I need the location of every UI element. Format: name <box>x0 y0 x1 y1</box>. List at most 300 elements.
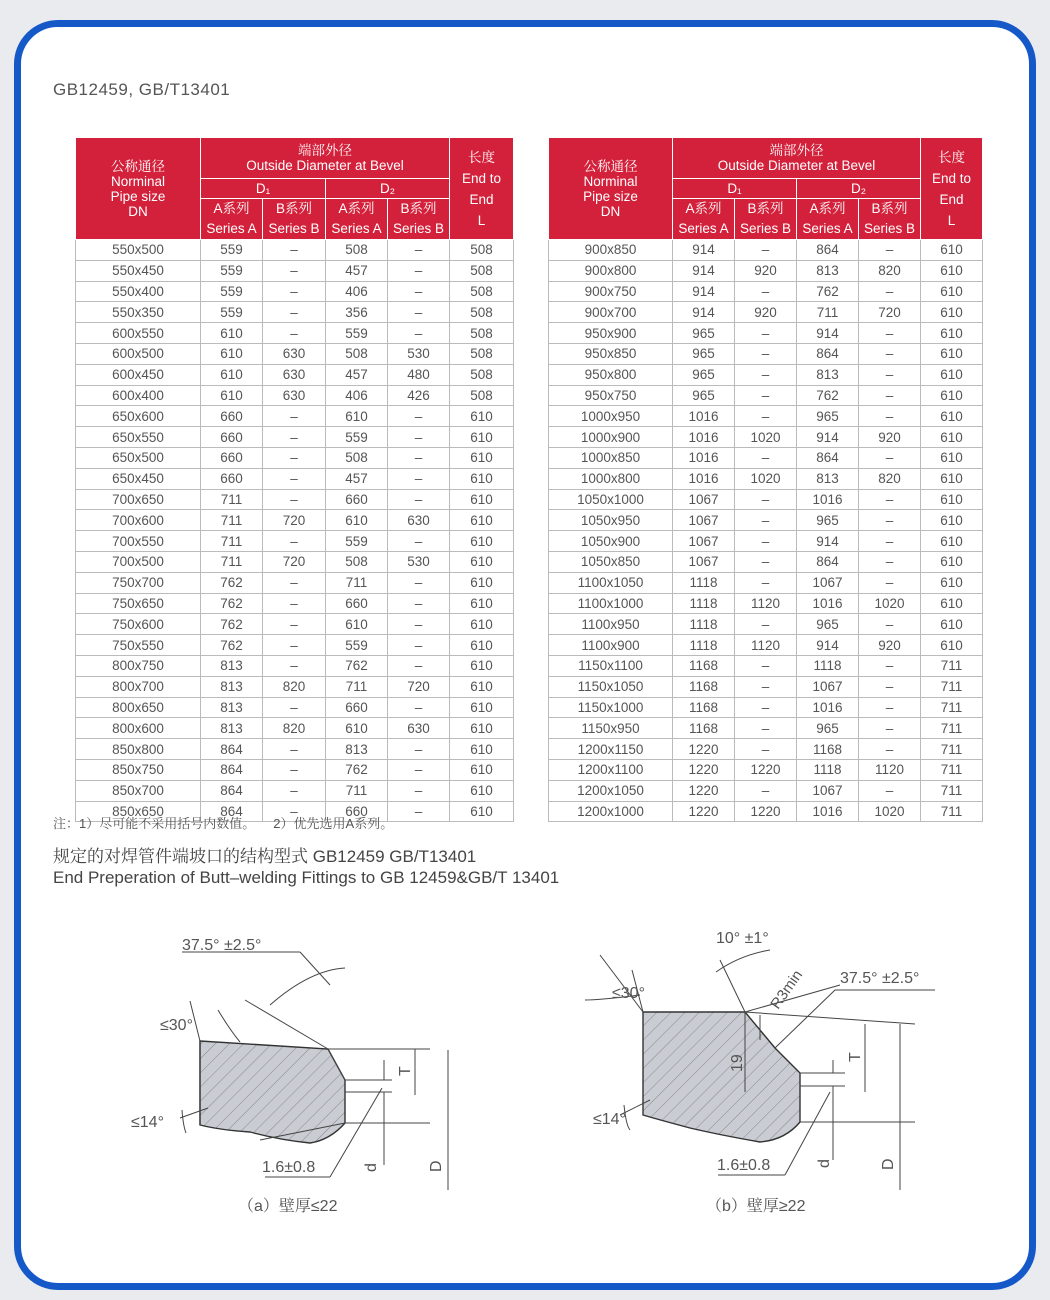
table-cell: 508 <box>450 343 514 364</box>
table-cell: 508 <box>450 302 514 323</box>
header-outside-diameter: 端部外径 Outside Diameter at Bevel <box>201 138 450 179</box>
table-cell: 559 <box>326 323 388 344</box>
table-cell: 965 <box>673 385 735 406</box>
table-cell: – <box>859 780 921 801</box>
header-d2-series-b: B系列 Series B <box>388 199 450 240</box>
table-cell: 559 <box>201 240 263 261</box>
table-cell: 650x450 <box>76 468 201 489</box>
table-cell: 711 <box>921 676 983 697</box>
table-cell: 508 <box>450 364 514 385</box>
table-cell: 920 <box>859 635 921 656</box>
header-d1-series-b: B系列 Series B <box>735 199 797 240</box>
header-d1-series-b: B系列 Series B <box>263 199 326 240</box>
table-cell: – <box>388 739 450 760</box>
table-cell: 700x500 <box>76 551 201 572</box>
table-cell: 914 <box>797 427 859 448</box>
table-cell: 1100x1000 <box>549 593 673 614</box>
fig-b-d-label: d <box>816 1159 833 1168</box>
table-cell: – <box>735 385 797 406</box>
table-cell: 850x750 <box>76 759 201 780</box>
table-cell: – <box>735 510 797 531</box>
table-cell: – <box>735 240 797 261</box>
table-cell: 1168 <box>673 718 735 739</box>
table-cell: 1016 <box>797 593 859 614</box>
table-cell: 610 <box>450 593 514 614</box>
table-cell: 1150x1100 <box>549 655 673 676</box>
table-cell: 630 <box>263 343 326 364</box>
table-cell: 1118 <box>673 635 735 656</box>
table-cell: 914 <box>797 323 859 344</box>
header-d2-series-a: A系列 Series A <box>326 199 388 240</box>
table-cell: 813 <box>201 655 263 676</box>
table-cell: 610 <box>921 343 983 364</box>
header-d1: D₁ <box>673 179 797 199</box>
table-cell: – <box>859 739 921 760</box>
table-cell: – <box>263 323 326 344</box>
table-cell: 1016 <box>673 447 735 468</box>
table-cell: – <box>388 281 450 302</box>
table-cell: – <box>859 510 921 531</box>
table-cell: 850x650 <box>76 801 201 822</box>
table-cell: 1118 <box>797 655 859 676</box>
table-cell: 820 <box>859 260 921 281</box>
table-cell: 508 <box>326 551 388 572</box>
table-cell: 610 <box>201 323 263 344</box>
table-cell: 950x850 <box>549 343 673 364</box>
header-d2: D₂ <box>797 179 921 199</box>
table-cell: 508 <box>450 240 514 261</box>
table-cell: – <box>263 614 326 635</box>
table-cell: 1050x1000 <box>549 489 673 510</box>
table-cell: 1200x1150 <box>549 739 673 760</box>
table-cell: 457 <box>326 260 388 281</box>
fig-a-t-label: T <box>397 1066 414 1076</box>
table-cell: 1200x1100 <box>549 759 673 780</box>
table-cell: 508 <box>326 240 388 261</box>
table-cell: 850x700 <box>76 780 201 801</box>
table-cell: 610 <box>450 551 514 572</box>
table-cell: – <box>735 697 797 718</box>
fig-b-angle-14: ≤14° <box>593 1111 626 1128</box>
table-cell: 1050x850 <box>549 551 673 572</box>
table-cell: 711 <box>326 676 388 697</box>
fig-b-land: 1.6±0.8 <box>717 1157 771 1174</box>
table-cell: 610 <box>450 572 514 593</box>
table-cell: 711 <box>921 780 983 801</box>
table-cell: 813 <box>797 364 859 385</box>
table-cell: – <box>735 489 797 510</box>
table-cell: 864 <box>201 780 263 801</box>
fig-b-angle-10: 10° ±1° <box>716 930 769 947</box>
table-cell: – <box>735 572 797 593</box>
table-cell: 610 <box>921 614 983 635</box>
table-cell: 508 <box>326 343 388 364</box>
table-cell: 610 <box>921 635 983 656</box>
table-cell: 965 <box>797 614 859 635</box>
table-cell: 762 <box>201 614 263 635</box>
table-cell: – <box>263 739 326 760</box>
table-cell: 610 <box>450 697 514 718</box>
table-cell: 914 <box>673 240 735 261</box>
table-cell: – <box>735 614 797 635</box>
table-cell: 1220 <box>735 801 797 822</box>
table-cell: – <box>263 489 326 510</box>
table-cell: 762 <box>797 281 859 302</box>
table-cell: – <box>859 697 921 718</box>
fig-b-bigd-label: D <box>880 1158 897 1170</box>
table-cell: 508 <box>326 447 388 468</box>
table-cell: 610 <box>450 780 514 801</box>
header-length: 长度 End to End L <box>450 138 514 240</box>
table-cell: 1220 <box>673 739 735 760</box>
table-cell: – <box>263 801 326 822</box>
table-cell: 610 <box>326 406 388 427</box>
table-cell: 610 <box>201 364 263 385</box>
fig-b-dim-19: 19 <box>729 1054 746 1072</box>
table-cell: 610 <box>921 593 983 614</box>
table-cell: 610 <box>450 510 514 531</box>
table-cell: 800x600 <box>76 718 201 739</box>
table-cell: 711 <box>921 718 983 739</box>
table-cell: 550x450 <box>76 260 201 281</box>
table-cell: 965 <box>797 510 859 531</box>
table-cell: 480 <box>388 364 450 385</box>
table-cell: 1000x900 <box>549 427 673 448</box>
table-cell: 820 <box>859 468 921 489</box>
table-cell: 610 <box>201 385 263 406</box>
table-cell: – <box>735 531 797 552</box>
table-cell: 950x900 <box>549 323 673 344</box>
table-cell: 356 <box>326 302 388 323</box>
table-cell: 1067 <box>797 572 859 593</box>
table-cell: – <box>735 551 797 572</box>
table-cell: – <box>859 323 921 344</box>
table-cell: 900x700 <box>549 302 673 323</box>
table-cell: 1120 <box>859 759 921 780</box>
table-cell: 1200x1050 <box>549 780 673 801</box>
table-cell: 720 <box>388 676 450 697</box>
table-cell: – <box>735 718 797 739</box>
table-cell: 600x500 <box>76 343 201 364</box>
table-cell: 610 <box>921 489 983 510</box>
table-cell: 559 <box>201 281 263 302</box>
table-cell: – <box>735 655 797 676</box>
table-cell: – <box>388 406 450 427</box>
table-cell: – <box>388 655 450 676</box>
table-cell: 914 <box>797 531 859 552</box>
table-cell: 800x750 <box>76 655 201 676</box>
table-cell: 914 <box>673 302 735 323</box>
table-cell: 610 <box>921 260 983 281</box>
table-cell: – <box>388 614 450 635</box>
table-cell: 1120 <box>735 635 797 656</box>
table-cell: 1118 <box>673 593 735 614</box>
table-cell: – <box>263 572 326 593</box>
fig-a-d-label: d <box>363 1163 380 1172</box>
table-cell: 650x500 <box>76 447 201 468</box>
table-cell: 950x800 <box>549 364 673 385</box>
table-cell: 800x650 <box>76 697 201 718</box>
table-cell: 630 <box>263 385 326 406</box>
table-cell: 610 <box>921 240 983 261</box>
table-cell: 1150x950 <box>549 718 673 739</box>
table-cell: 720 <box>263 510 326 531</box>
table-cell: – <box>859 655 921 676</box>
table-cell: 920 <box>735 302 797 323</box>
table-cell: 720 <box>263 551 326 572</box>
table-cell: 1100x950 <box>549 614 673 635</box>
table-cell: 711 <box>797 302 859 323</box>
table-cell: 711 <box>201 510 263 531</box>
table-cell: 530 <box>388 551 450 572</box>
table-cell: 914 <box>797 635 859 656</box>
table-cell: 1168 <box>673 655 735 676</box>
table-cell: 711 <box>921 697 983 718</box>
table-cell: 700x600 <box>76 510 201 531</box>
table-cell: 1168 <box>797 739 859 760</box>
table-cell: – <box>388 302 450 323</box>
table-cell: – <box>388 468 450 489</box>
fig-a-angle-30: ≤30° <box>160 1017 193 1034</box>
table-cell: – <box>735 739 797 760</box>
table-cell: – <box>859 364 921 385</box>
table-cell: 762 <box>201 593 263 614</box>
table-cell: – <box>735 281 797 302</box>
table-cell: 600x450 <box>76 364 201 385</box>
table-cell: – <box>859 406 921 427</box>
table-cell: 1118 <box>673 572 735 593</box>
table-cell: – <box>263 427 326 448</box>
table-cell: 950x750 <box>549 385 673 406</box>
table-cell: 965 <box>673 343 735 364</box>
table-cell: 965 <box>797 406 859 427</box>
table-cell: – <box>263 240 326 261</box>
table-cell: 864 <box>201 739 263 760</box>
table-cell: 1016 <box>797 489 859 510</box>
table-cell: – <box>859 281 921 302</box>
table-cell: 610 <box>450 655 514 676</box>
table-cell: 914 <box>673 260 735 281</box>
table-cell: – <box>388 323 450 344</box>
table-cell: 762 <box>797 385 859 406</box>
table-cell: 1020 <box>859 593 921 614</box>
table-cell: 630 <box>388 510 450 531</box>
table-cell: 813 <box>797 468 859 489</box>
table-cell: 1100x900 <box>549 635 673 656</box>
fig-a-bigd-label: D <box>428 1160 445 1172</box>
table-cell: 1067 <box>673 551 735 572</box>
table-cell: 920 <box>859 427 921 448</box>
table-cell: – <box>735 343 797 364</box>
table-cell: 1050x950 <box>549 510 673 531</box>
table-cell: 965 <box>797 718 859 739</box>
table-cell: 610 <box>921 427 983 448</box>
table-cell: – <box>388 759 450 780</box>
table-cell: 1016 <box>797 697 859 718</box>
table-cell: 750x550 <box>76 635 201 656</box>
table-cell: 1200x1000 <box>549 801 673 822</box>
table-cell: 750x650 <box>76 593 201 614</box>
table-cell: 900x800 <box>549 260 673 281</box>
table-cell: 820 <box>263 718 326 739</box>
header-d2-series-a: A系列 Series A <box>797 199 859 240</box>
table-cell: 610 <box>201 343 263 364</box>
table-cell: – <box>388 531 450 552</box>
table-cell: 750x600 <box>76 614 201 635</box>
table-cell: 610 <box>450 427 514 448</box>
table-cell: 508 <box>450 323 514 344</box>
table-cell: 1220 <box>735 759 797 780</box>
table-cell: – <box>388 801 450 822</box>
table-cell: 762 <box>201 635 263 656</box>
table-cell: – <box>859 531 921 552</box>
table-cell: – <box>263 531 326 552</box>
table-cell: 660 <box>201 447 263 468</box>
table-cell: 660 <box>201 406 263 427</box>
table-cell: – <box>388 260 450 281</box>
table-cell: – <box>735 780 797 801</box>
table-cell: 1020 <box>735 468 797 489</box>
table-cell: 1067 <box>797 780 859 801</box>
table-cell: – <box>263 260 326 281</box>
table-cell: 600x400 <box>76 385 201 406</box>
table-cell: 550x350 <box>76 302 201 323</box>
table-cell: – <box>263 655 326 676</box>
table-cell: – <box>388 447 450 468</box>
header-outside-diameter: 端部外径 Outside Diameter at Bevel <box>673 138 921 179</box>
header-dn: 公称通径 Norminal Pipe size DN <box>549 138 673 240</box>
table-cell: 1000x950 <box>549 406 673 427</box>
table-cell: 813 <box>201 676 263 697</box>
table-cell: 660 <box>326 697 388 718</box>
table-cell: 1016 <box>673 406 735 427</box>
table-cell: – <box>735 406 797 427</box>
table-cell: 900x850 <box>549 240 673 261</box>
table-cell: 711 <box>326 572 388 593</box>
table-cell: 1150x1000 <box>549 697 673 718</box>
table-cell: 610 <box>450 614 514 635</box>
table-cell: 864 <box>797 551 859 572</box>
table-cell: 610 <box>921 406 983 427</box>
table-cell: – <box>388 240 450 261</box>
table-cell: 610 <box>450 447 514 468</box>
table-cell: 1050x900 <box>549 531 673 552</box>
fig-a-land: 1.6±0.8 <box>262 1159 316 1176</box>
table-cell: 1016 <box>673 468 735 489</box>
table-cell: – <box>263 780 326 801</box>
table-cell: 813 <box>201 718 263 739</box>
table-cell: 660 <box>326 593 388 614</box>
table-cell: 1067 <box>797 676 859 697</box>
figure-caption-cn: 规定的对焊管件端坡口的结构型式 GB12459 GB/T13401 <box>53 847 477 866</box>
table-cell: 1150x1050 <box>549 676 673 697</box>
table-cell: 559 <box>201 302 263 323</box>
table-cell: 1220 <box>673 759 735 780</box>
table-cell: 864 <box>797 240 859 261</box>
table-cell: 508 <box>450 260 514 281</box>
table-cell: – <box>735 676 797 697</box>
table-cell: 800x700 <box>76 676 201 697</box>
table-cell: 864 <box>797 343 859 364</box>
table-cell: 914 <box>673 281 735 302</box>
fig-b-angle-main: 37.5° ±2.5° <box>840 970 920 987</box>
table-cell: 711 <box>326 780 388 801</box>
table-cell: – <box>859 385 921 406</box>
table-cell: 813 <box>326 739 388 760</box>
table-cell: – <box>859 489 921 510</box>
table-cell: 610 <box>921 572 983 593</box>
table-cell: 813 <box>797 260 859 281</box>
table-cell: 762 <box>326 759 388 780</box>
table-cell: 1000x800 <box>549 468 673 489</box>
table-cell: 610 <box>450 406 514 427</box>
table-cell: 660 <box>326 801 388 822</box>
table-cell: 610 <box>326 718 388 739</box>
table-cell: 711 <box>921 739 983 760</box>
table-cell: 660 <box>326 489 388 510</box>
table-cell: 508 <box>450 281 514 302</box>
table-cell: 610 <box>921 551 983 572</box>
table-cell: 1016 <box>797 801 859 822</box>
table-cell: 530 <box>388 343 450 364</box>
table-cell: 610 <box>921 447 983 468</box>
table-cell: 1168 <box>673 697 735 718</box>
table-cell: 1168 <box>673 676 735 697</box>
table-cell: 1118 <box>673 614 735 635</box>
table-cell: 864 <box>797 447 859 468</box>
table-cell: 550x500 <box>76 240 201 261</box>
table-cell: 864 <box>201 759 263 780</box>
table-cell: 610 <box>921 364 983 385</box>
table-cell: 610 <box>921 323 983 344</box>
table-cell: 610 <box>326 510 388 531</box>
table-cell: 711 <box>921 655 983 676</box>
table-cell: 864 <box>201 801 263 822</box>
header-length: 长度 End to End L <box>921 138 983 240</box>
table-cell: 610 <box>921 302 983 323</box>
table-cell: 457 <box>326 468 388 489</box>
table-cell: 610 <box>921 510 983 531</box>
table-cell: 711 <box>921 801 983 822</box>
fig-a-angle-main: 37.5° ±2.5° <box>182 937 262 954</box>
table-cell: 610 <box>450 801 514 822</box>
table-cell: 1067 <box>673 510 735 531</box>
table-cell: 610 <box>450 759 514 780</box>
table-cell: – <box>263 447 326 468</box>
table-cell: 650x550 <box>76 427 201 448</box>
table-cell: 900x750 <box>549 281 673 302</box>
table-cell: 711 <box>201 551 263 572</box>
table-cell: 1118 <box>797 759 859 780</box>
table-cell: – <box>263 281 326 302</box>
fig-b-angle-30: ≤30° <box>612 985 645 1002</box>
table-cell: – <box>263 635 326 656</box>
table-cell: 711 <box>921 759 983 780</box>
table-cell: 406 <box>326 385 388 406</box>
table-cell: – <box>859 614 921 635</box>
table-cell: 820 <box>263 676 326 697</box>
header-d1-series-a: A系列 Series A <box>673 199 735 240</box>
table-cell: 426 <box>388 385 450 406</box>
table-cell: 660 <box>201 468 263 489</box>
table-cell: – <box>263 406 326 427</box>
table-cell: 850x800 <box>76 739 201 760</box>
table-cell: 1016 <box>673 427 735 448</box>
table-cell: 610 <box>450 468 514 489</box>
table-cell: – <box>859 718 921 739</box>
table-cell: 660 <box>201 427 263 448</box>
table-cell: – <box>859 676 921 697</box>
